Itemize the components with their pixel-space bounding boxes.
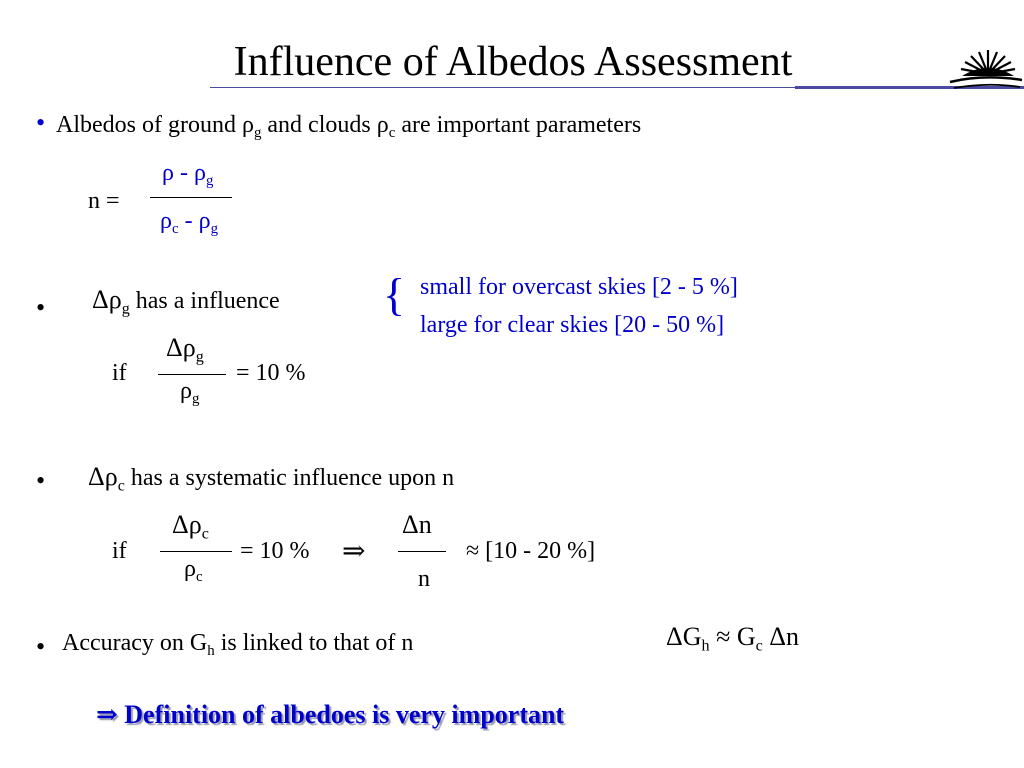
b3-denominator-2: n xyxy=(418,566,430,592)
n-numerator: ρ - $\rho_g$ xyxy=(162,160,214,190)
bullet-marker-4: • xyxy=(36,632,46,661)
bullet-4-text: Accuracy on $G_h$ is linked to that of n xyxy=(62,630,414,660)
brace-line-2: large for clear skies [20 - 50 %] xyxy=(420,312,725,338)
b3-numerator-2: Δn xyxy=(402,510,432,539)
n-denominator: $\rho_c - \rho_g$ xyxy=(160,208,218,238)
accuracy-formula: $\Delta G_h \approx G_c$ Δn xyxy=(666,622,799,655)
bullet-marker-2: • xyxy=(36,293,46,322)
bullet-2-text: $\Delta\rho_g$ has a influence xyxy=(92,285,280,318)
title-underline xyxy=(210,87,810,88)
b3-fraction-bar xyxy=(160,551,232,552)
b3-numerator: $\Delta\rho_c$ xyxy=(172,510,209,543)
b2-fraction-bar xyxy=(158,374,226,375)
b2-denominator: $\rho_g$ xyxy=(180,378,200,408)
implies-arrow: ⇒ xyxy=(342,536,366,567)
b2-equals: = 10 % xyxy=(236,360,306,386)
n-equals-label: n = xyxy=(88,188,120,214)
bullet-1-text: Albedos of ground $\rho_g$ and clouds $\rho_c$ are important parameters xyxy=(56,112,642,142)
b2-numerator: $\Delta\rho_g$ xyxy=(166,333,204,366)
n-fraction-bar xyxy=(150,197,232,198)
brace: { xyxy=(383,269,406,320)
b3-denominator: $\rho_c$ xyxy=(184,556,203,586)
bullet-3-text: $\Delta\rho_c$ has a systematic influence upon n xyxy=(88,462,455,495)
conclusion-text: ⇒ Definition of albedoes is very important xyxy=(96,700,565,729)
if-label-1: if xyxy=(112,360,127,386)
brace-line-1: small for overcast skies [2 - 5 %] xyxy=(420,274,738,300)
sun-rays-icon xyxy=(948,44,1024,92)
b3-approx: ≈ [10 - 20 %] xyxy=(466,538,596,564)
if-label-2: if xyxy=(112,538,127,564)
page-title: Influence of Albedos Assessment xyxy=(233,39,793,85)
b3-equals: = 10 % xyxy=(240,538,310,564)
bullet-marker-1: • xyxy=(36,108,46,137)
b3-fraction-bar-2 xyxy=(398,551,446,552)
bullet-marker-3: • xyxy=(36,466,46,495)
